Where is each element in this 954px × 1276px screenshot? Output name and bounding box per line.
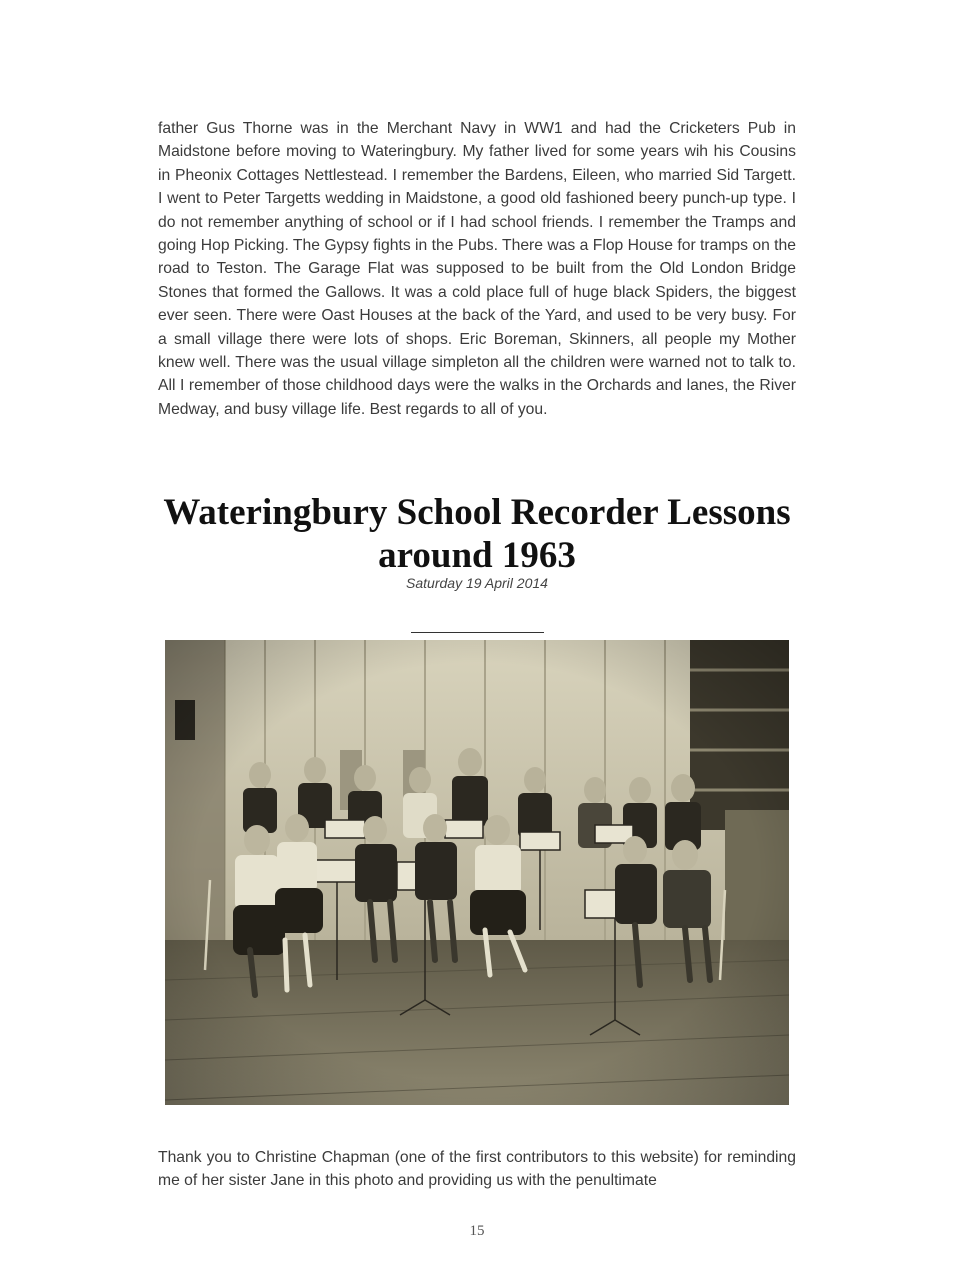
page-number: 15 — [469, 1223, 485, 1239]
article-date: Saturday 19 April 2014 — [406, 575, 548, 591]
article-title: Wateringbury School Recorder Lessons around 1963 — [163, 492, 791, 576]
intro-paragraph: father Gus Thorne was in the Merchant Navy in WW1 and had the Cricketers Pub in Maidstone before moving to Wateringbury. My father lived for some years wih his Cousins in Pheonix Cottages Nettlestead. I remember the Bardens, Eileen, who married Sid Targett. I went to Peter Targetts wedding in Maidstone, a good old fashioned beery punch-up type. I do not remember anything of school or if I had school friends. I remember the Tramps and going Hop Picking. The Gypsy fights in the Pubs. There was a Flop House for tramps on the road to Teston. The Garage Flat was supposed to be built from the Old London Bridge Stones that formed the Gallows. It was a cold place full of huge black Spiders, the biggest ever seen. There were Oast Houses at the back of the Yard, and used to be very busy. For a small village there were lots of shops. Eric Boreman, Skinners, all people my Mother knew well. There was the usual village simpleton all the children were warned not to talk to. All I remember of those childhood days were the walks in the Orchards and lanes, the River Medway, and busy village life. Best regards to all of you. — [158, 120, 796, 418]
recorder-lesson-photo — [165, 640, 789, 1105]
divider-rule — [411, 632, 544, 633]
closing-paragraph: Thank you to Christine Chapman (one of the first contributors to this website) for reminding me of her sister Jane in this photo and providing us with the penultimate — [158, 1149, 796, 1190]
